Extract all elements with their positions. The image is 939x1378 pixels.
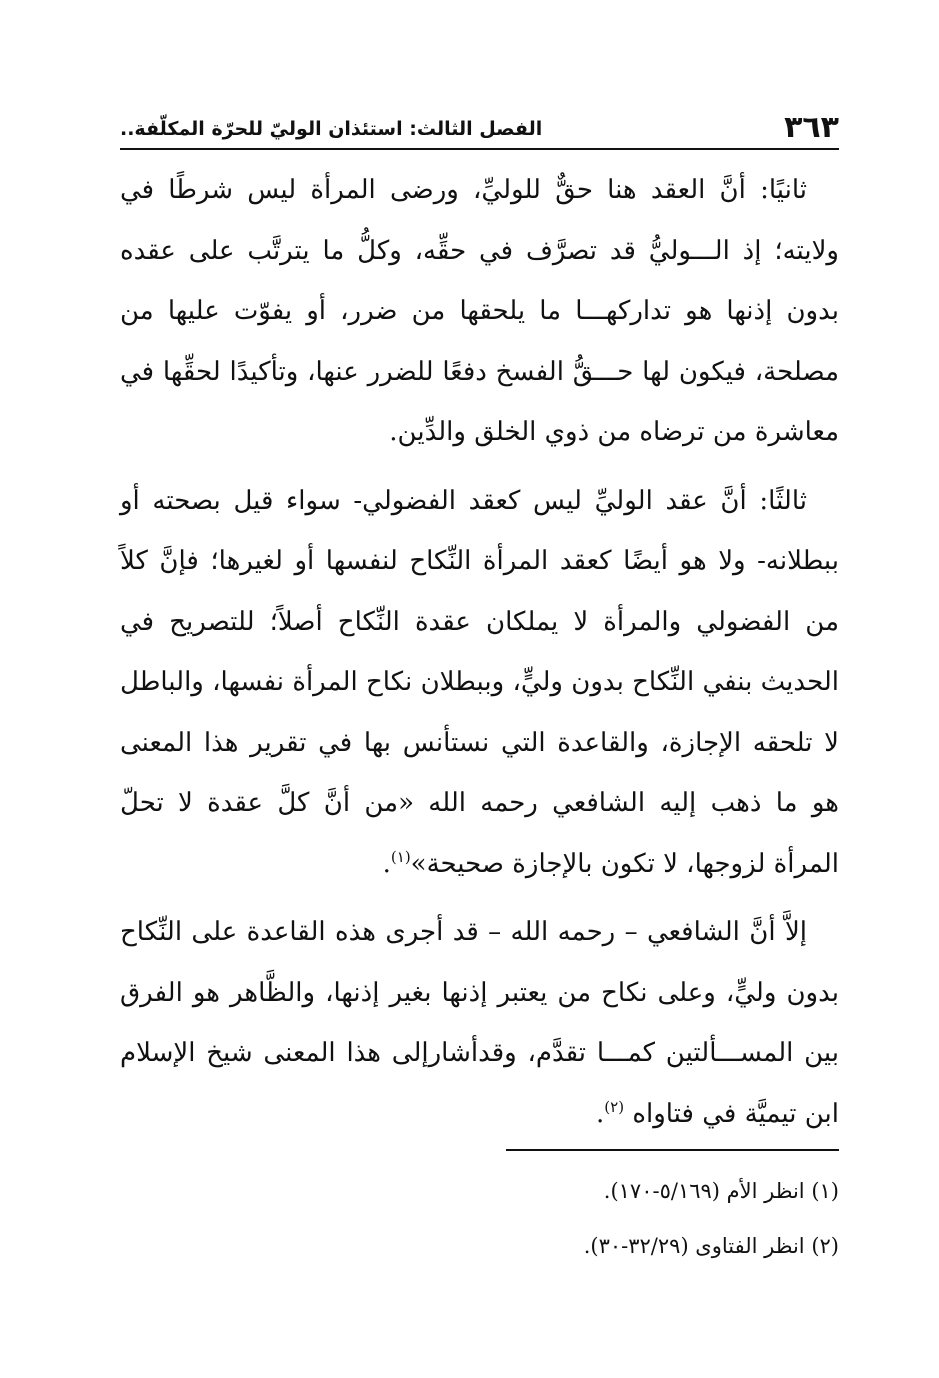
- page-number: ٣٦٣: [784, 110, 839, 145]
- running-title: الفصل الثالث: استئذان الوليّ للحرّة المكلّفة..: [120, 118, 543, 140]
- page-header: [120, 108, 839, 150]
- paragraph-secondly: ثانيًا: أنَّ العقد هنا حقٌّ للوليِّ، ورضى المرأة ليس شرطًا في ولايته؛ إذ الـــوليُّ قد تصرَّف في حقِّه، وكلُّ ما يترتَّب على عقده بدون إذنها هو تداركهـــا ما يلحقها من ضرر، أو يفوّت عليها من مصلحة، فيكون لها حـــقُّ الفسخ دفعًا للضرر عنها، وتأكيدًا لحقِّها في معاشرة من ترضاه من ذوي الخلق والدِّين.: [120, 175, 839, 447]
- footnote-2: (٢) انظر الفتاوى (٣٢/٢٩-٣٠).: [583, 1234, 839, 1258]
- footnote-ref-1[interactable]: (١): [390, 847, 411, 866]
- main-text: [120, 160, 839, 1144]
- footnote-divider: [506, 1149, 839, 1151]
- paragraph-thirdly: ثالثًا: أنَّ عقد الوليِّ ليس كعقد الفضولي- سواء قيل بصحته أو ببطلانه- ولا هو أيضًا كعقد المرأة النِّكاح لنفسها أو لغيرها؛ فإنَّ كلاً من الفضولي والمرأة لا يملكان عقدة النِّكاح أصلاً؛ للتصريح في الحديث بنفي النِّكاح بدون وليٍّ، وببطلان نكاح المرأة نفسها، والباطل لا تلحقه الإجازة، والقاعدة التي نستأنس بها في تقرير هذا المعنى هو ما ذهب إليه الشافعي رحمه الله «من أنَّ كلَّ عقدة لا تحلّ المرأة لزوجها، لا تكون بالإجازة صحيحة»$^{(١)}$.: [120, 485, 839, 879]
- footnotes: [120, 1164, 839, 1274]
- footnote-ref-2[interactable]: (٢): [604, 1097, 625, 1116]
- footnote-1: (١) انظر الأم (٥/١٦٩-١٧٠).: [603, 1179, 839, 1203]
- paragraph-however: إلاَّ أنَّ الشافعي – رحمه الله – قد أجرى هذه القاعدة على النِّكاح بدون وليٍّ، وعلى نكاح من يعتبر إذنها بغير إذنها، والظَّاهر هو الفرق بين المســـألتين كمـــا تقدَّم، وقدأشارإلى هذا المعنى شيخ الإسلام ابن تيميَّة في فتاواه $^{(٢)}$.: [120, 917, 839, 1129]
